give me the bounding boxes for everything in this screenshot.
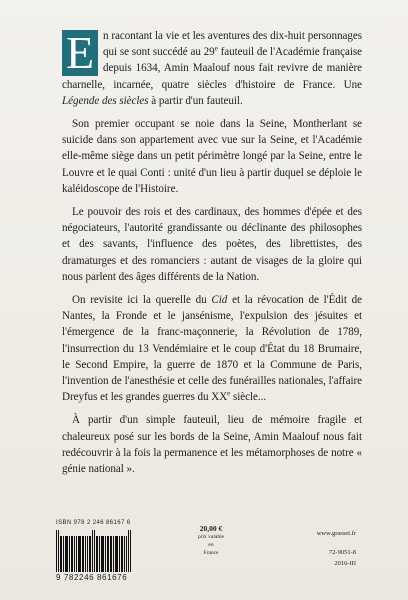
p4-text-end: siècle... [230, 391, 267, 404]
paragraph-2: Son premier occupant se noie dans la Seine, Montherlant se suicide dans son appartement avec vue sur la Seine, et l'Académie elle-même siège dans un petit périmètre longé par la Seine, entre le Louvre et le quai Conti : unité d'un lieu à partir duquel se déploie le kaléidoscope de l'Histoire. [62, 118, 362, 195]
barcode-digits: 9 782246 861676 [56, 573, 128, 582]
blurb-text [62, 28, 362, 484]
p4-italic-cid: Cid [211, 294, 228, 307]
dropcap-letter: E [62, 30, 98, 76]
paragraph-1 [62, 28, 362, 109]
publisher-url: www.grasset.fr [316, 530, 356, 537]
p1-text: n racontant la vie et les aventures des dix-huit personnages qui se sont succédé au 29 [103, 30, 362, 59]
barcode-area [56, 520, 176, 582]
p4-superscript: e [227, 389, 231, 398]
p4-text-2: et la révocation de l'Édit de Nantes, la Fronde et le jansénisme, l'expulsion des jésuites et l'émergence de la franc-maçonnerie, la Révolution de 1789, l'insurrection du 13 Vendémiaire et le coup d'État du 18 Brumaire, le Second Empire, la guerre de 1870 et la Commune de Paris, l'invention de l'anesthésie et celle des funérailles nationales, l'affaire Dreyfus et les grandes guerres du XX [62, 294, 362, 404]
price-box [195, 525, 227, 557]
paragraph-5: À partir d'un simple fauteuil, lieu de mémoire fragile et chaleureux posé sur les bords de la Seine, Amin Maalouf nous fait redécouvrir à la fois la permanence et les métamorphoses de notre « génie national ». [62, 414, 362, 476]
p1-text-2: fauteuil de l'Académie française depuis 1634, Amin Maalouf nous fait revivre de manière charnelle, incarnée, quatre siècles d'histoire de France. Une [62, 46, 363, 91]
p4-text: On revisite ici la querelle du [72, 294, 212, 307]
paragraph-3: Le pouvoir des rois et des cardinaux, des hommes d'épée et des négociateurs, l'autorité grandissante ou déclinante des philosophes et des savants, l'influence des poètes, des librettistes, des dramaturges et des romanciers : autant de visages de la gloire qui nous parlent des âges différents de la Nation. [62, 206, 362, 283]
p1-text-end: à partir d'un fauteuil. [148, 94, 243, 107]
dropcap-frame [62, 27, 98, 78]
catalog-code: 72-9051-8 [328, 549, 356, 556]
price: 20,00 € [199, 524, 223, 533]
paragraph-4 [62, 292, 362, 405]
publisher-meta [317, 528, 356, 569]
isbn-label: ISBN 978 2 246 86167 6 [56, 520, 131, 526]
price-note-1: prix valable en [197, 534, 225, 548]
p1-superscript: e [214, 44, 218, 53]
barcode-graphic [56, 530, 176, 572]
p1-italic-title: Légende des siècles [62, 94, 149, 107]
price-note-2: France [203, 550, 219, 556]
edition-code: 2016-III [334, 560, 356, 567]
